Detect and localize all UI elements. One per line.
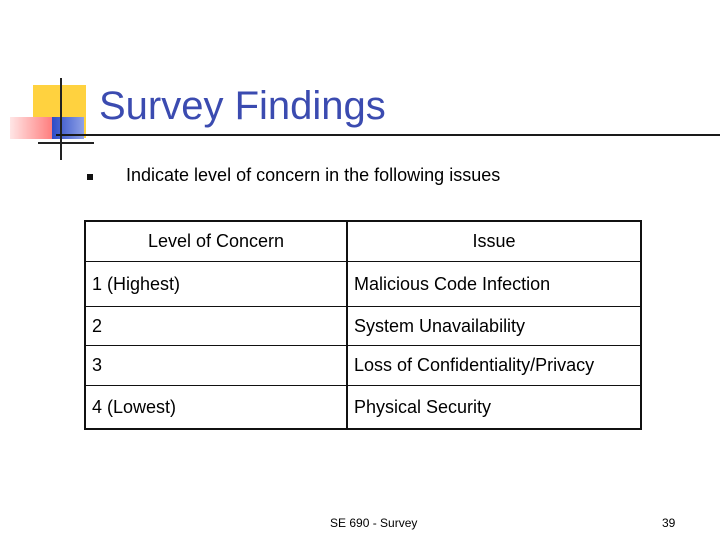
table-cell-issue: Malicious Code Infection xyxy=(354,273,551,294)
bullet-text: Indicate level of concern in the following issues xyxy=(126,165,501,185)
footer-course-label: SE 690 - Survey xyxy=(330,516,418,530)
slide-title: Survey Findings xyxy=(99,84,386,128)
table-cell-issue: Loss of Confidentiality/Privacy xyxy=(354,355,595,375)
logo-vertical-line xyxy=(60,78,62,160)
table-row xyxy=(86,306,640,345)
template-logo-icon xyxy=(0,0,110,170)
table-cell-issue: Physical Security xyxy=(354,396,492,417)
table-cell-level: 2 xyxy=(86,307,348,345)
table-row xyxy=(86,345,640,385)
slide-page-number: 39 xyxy=(662,516,676,530)
header-level-of-concern: Level of Concern xyxy=(86,222,348,261)
table-cell-level: 1 (Highest) xyxy=(86,262,348,306)
table-header-row xyxy=(86,222,640,261)
title-divider xyxy=(56,134,720,136)
logo-horizontal-line xyxy=(38,142,94,144)
bullet-item xyxy=(87,165,500,186)
table-row xyxy=(86,385,640,428)
concern-table xyxy=(84,220,642,430)
header-issue: Issue xyxy=(472,231,516,251)
table-cell-level: 4 (Lowest) xyxy=(86,386,348,428)
table-cell-issue: System Unavailability xyxy=(354,315,526,336)
square-bullet-icon xyxy=(87,174,93,180)
table-cell-level: 3 xyxy=(86,346,348,385)
table-row xyxy=(86,261,640,306)
